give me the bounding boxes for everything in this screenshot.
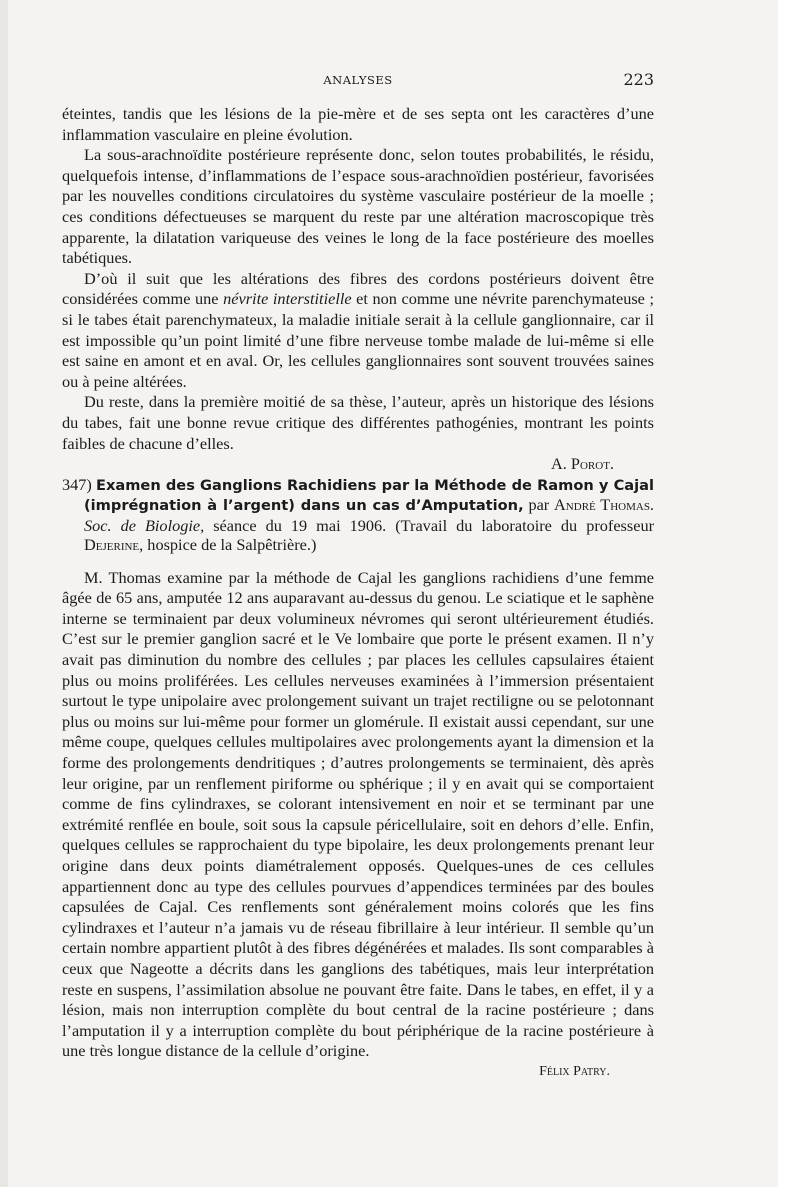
article-body: M. Thomas examine par la méthode de Cajal les ganglions rachidiens d’une femme âgée de 65 ans, amputée 12 ans auparavant au-dessus du genou. Le sciatique et le saphène interne se terminaient par deux volumineux névromes qui seront ultérieurement étudiés. C’est sur le premier ganglion sacré et le Ve lombaire que porte le présent examen. Il n’y avait pas diminution du nombre des cellules ; par places les cellules capsulaires étaient plus ou moins proliférées. Les cellules nerveuses examinées à l’immersion présentaient surtout le type unipolaire avec prolongement suivant un trajet rectiligne ou se pelotonnant plus ou moins sur lui-même pour former un glomérule. Il existait aussi cependant, sur une même coupe, quelques cellules multipolaires avec prolongements ayant la dimension et la forme des prolongements dendritiques ; d’autres prolongements se terminaient, dès après leur origine, par un renflement piriforme ou sphérique ; il y en avait qui se comportaient comme de fins cylindraxes, se colorant intensivement en noir et se terminant par une extrémité renflée en boule, soit sous la capsule péricellulaire, soit en dehors d’elle. Enfin, quelques cellules se rapprochaient du type bipolaire, les deux prolongements prenant leur origine dans deux points diamétralement opposés. Quelques-unes de ces cellules appartiennent donc au type des cellules pourvues d’appendices terminées par des boules capsulées de Cajal. Ces renflements sont généralement moins colorés que les fins cylindraxes et l’auteur n’a jamais vu de réseau fibrillaire à leur intérieur. Il semble qu’un certain nombre appartient plutôt à des fibres dégénérées et malades. Ils sont comparables à ceux que Nageotte a décrits dans les ganglions des tabétiques, mais leur interprétation reste en suspens, l’assimilation absolue ne pouvant être faite. Dans le tabes, en effet, il y a lésion, mais non interruption complète du bout central de la racine postérieure ; dans l’amputation il y a interruption complète du bout périphérique de la racine postérieure à une très longue distance de la cellule d’origine. bbox=[62, 567, 654, 1061]
page-number: 223 bbox=[623, 70, 654, 89]
article-title: Examen des Ganglions Rachidiens par la Méthode de Ramon y Cajal (imprégnation à l’argent) dans un cas d’Amputation, bbox=[84, 476, 654, 515]
article-signature: Félix Patry. bbox=[539, 1063, 610, 1079]
review-paragraph-1: éteintes, tandis que les lésions de la pie-mère et de ses septa ont les caractères d’une inflammation vasculaire en pleine évolution. bbox=[62, 104, 654, 144]
article-heading bbox=[62, 475, 654, 555]
body-text bbox=[62, 104, 654, 1083]
review-paragraph-4: Du reste, dans la première moitié de sa thèse, l’auteur, après un historique des lésions du tabes, fait une bonne revue critique des différentes pathogénies, montrant les points faibles de chacune d’elles. bbox=[62, 392, 654, 453]
scan-edge-right bbox=[778, 0, 800, 1187]
article-author: André Thomas. bbox=[554, 495, 655, 515]
scan-edge-left bbox=[0, 0, 8, 1187]
review-paragraph-3 bbox=[62, 269, 654, 393]
running-head: ANALYSES bbox=[323, 73, 393, 87]
article-session: séance du 19 mai 1906. (Travail du laboratoire du professeur bbox=[213, 515, 655, 535]
review-p3-end: et non comme une névrite parenchymateuse ; si le tabes était parenchymateux, la maladie initiale serait à la cellule ganglionnaire, car il est impossible qu’un point limité d’une fibre nerveuse tombe malade de lui-même si elle est saine en amont et en aval. Or, les cellules ganglionnaires sont souvent trouvées saines ou à peine altérées. bbox=[62, 289, 654, 391]
review-signature: A. Porot. bbox=[551, 454, 614, 474]
review-p3-start: D’où il suit que les altérations des fibres des cordons postérieurs doivent être considérées comme une bbox=[62, 268, 654, 309]
article-number: 347) bbox=[62, 474, 92, 494]
page-header bbox=[62, 70, 654, 92]
article-professor: Dejerine, bbox=[84, 535, 144, 555]
review-paragraph-2: La sous-arachnoïdite postérieure représente donc, selon toutes probabilités, le résidu, quelquefois intense, d’inflammations de l’espace sous-arachnoïdien postérieur, favorisées par les nouvelles conditions circulatoires du système vasculaire postérieur de la moelle ; ces conditions défectueuses se marquent du reste par une altération macroscopique très apparente, la dilatation variqueuse des veines le long de la face postérieure des moelles tabétiques. bbox=[62, 145, 654, 268]
article-by: par bbox=[528, 495, 550, 515]
section-spacer bbox=[62, 555, 654, 568]
review-p3-italic: névrite interstitielle bbox=[223, 289, 352, 309]
article-journal: Soc. de Biologie, bbox=[84, 515, 205, 535]
article-hospice: hospice de la Salpêtrière.) bbox=[147, 535, 317, 555]
